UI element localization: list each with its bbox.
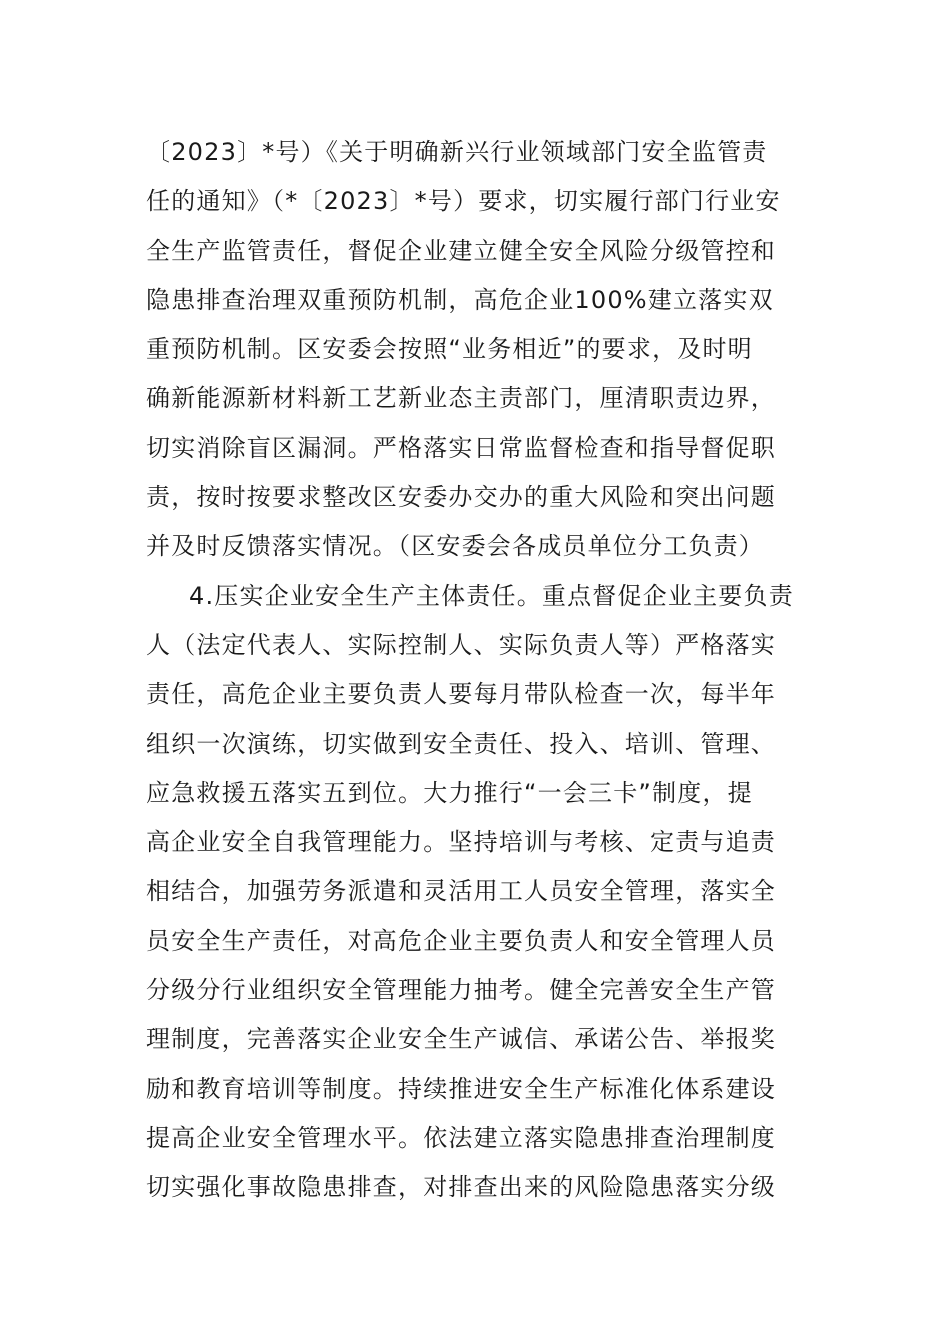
text-line: 隐患排查治理双重预防机制，高危企业100%建立落实双	[146, 285, 774, 314]
text-line: 全生产监管责任，督促企业建立健全安全风险分级管控和	[146, 236, 776, 265]
text-line: 分级分行业组织安全管理能力抽考。健全完善安全生产管	[146, 976, 776, 1005]
text-line: 并及时反馈落实情况。（区安委会各成员单位分工负责）	[146, 532, 764, 561]
text-line: 提高企业安全管理水平。依法建立落实隐患排查治理制度	[146, 1123, 776, 1152]
text-line: 应急救援五落实五到位。大力推行“一会三卡”制度，提	[146, 778, 753, 807]
paragraph-start-line: 4.压实企业安全生产主体责任。重点督促企业主要负责	[189, 581, 794, 610]
text-line: 高企业安全自我管理能力。坚持培训与考核、定责与追责	[146, 828, 776, 857]
text-line: 确新能源新材料新工艺新业态主责部门，厘清职责边界，	[146, 384, 776, 413]
text-line: 员安全生产责任，对高危企业主要负责人和安全管理人员	[146, 926, 776, 955]
text-line: 责任，高危企业主要负责人要每月带队检查一次，每半年	[146, 680, 776, 709]
text-line: 切实强化事故隐患排查，对排查出来的风险隐患落实分级	[146, 1173, 776, 1202]
text-line: 任的通知》（*〔2023〕*号）要求，切实履行部门行业安	[146, 187, 781, 216]
text-line: 理制度，完善落实企业安全生产诚信、承诺公告、举报奖	[146, 1025, 776, 1054]
text-line: 责，按时按要求整改区安委办交办的重大风险和突出问题	[146, 483, 776, 512]
text-line: 励和教育培训等制度。持续推进安全生产标准化体系建设	[146, 1074, 776, 1103]
text-line: 相结合，加强劳务派遣和灵活用工人员安全管理，落实全	[146, 877, 776, 906]
document-body	[146, 128, 810, 1213]
text-line: 切实消除盲区漏洞。严格落实日常监督检查和指导督促职	[146, 433, 776, 462]
text-line: 人（法定代表人、实际控制人、实际负责人等）严格落实	[146, 630, 776, 659]
text-line: 重预防机制。区安委会按照“业务相近”的要求，及时明	[146, 335, 753, 364]
text-line: 组织一次演练，切实做到安全责任、投入、培训、管理、	[146, 729, 776, 758]
text-line: 〔2023〕*号）《关于明确新兴行业领域部门安全监管责	[146, 138, 768, 166]
